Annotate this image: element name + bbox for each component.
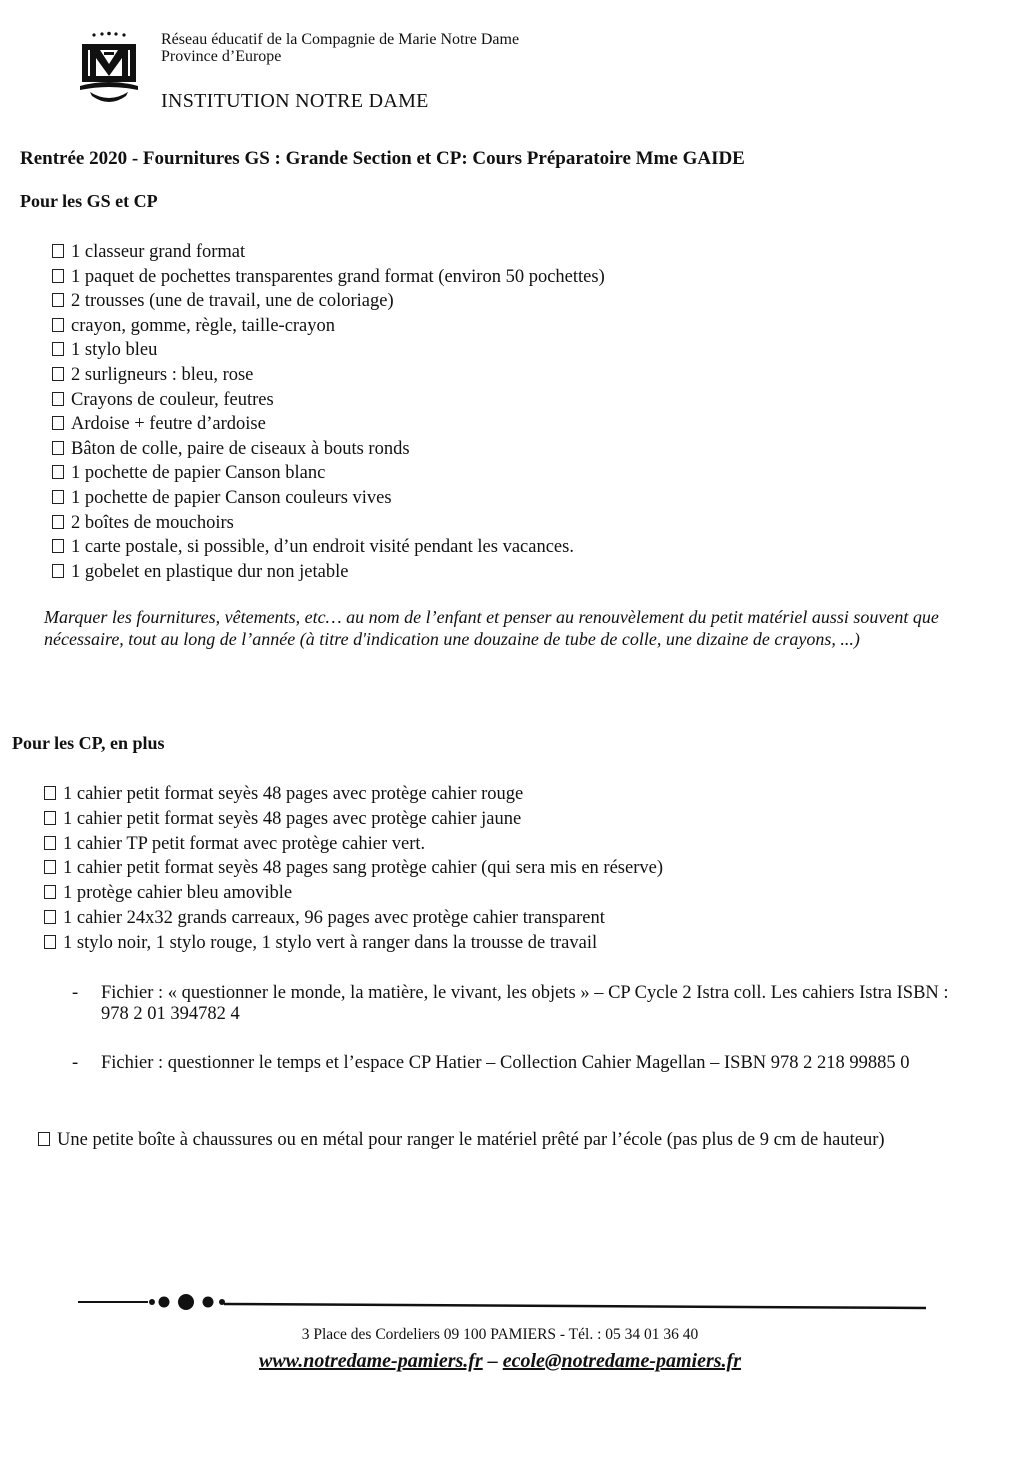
fichier-istra: Fichier : « questionner le monde, la matière, le vivant, les objets » – CP Cycle 2 Istra coll. Les cahiers Istra ISBN : 978 2 01 394782 4 [101,983,949,1024]
list-item: 1 cahier 24x32 grands carreaux, 96 pages avec protège cahier transparent [44,906,663,931]
checkbox[interactable] [38,1132,50,1146]
list-item: 1 cahier petit format seyès 48 pages avec protège cahier rouge [44,782,663,807]
checkbox[interactable] [52,490,64,504]
checkbox[interactable] [52,416,64,430]
checkbox[interactable] [52,515,64,529]
list-item: Bâton de colle, paire de ciseaux à bouts ronds [52,437,605,462]
checkbox[interactable] [44,910,56,924]
list-item: 1 carte postale, si possible, d’un endroit visité pendant les vacances. [52,535,605,560]
list-item: 1 cahier petit format seyès 48 pages avec protège cahier jaune [44,807,663,832]
checkbox[interactable] [44,935,56,949]
checkbox[interactable] [52,367,64,381]
list-item: 1 gobelet en plastique dur non jetable [52,560,605,585]
list-item: 2 surligneurs : bleu, rose [52,363,605,388]
footer-links [0,1350,1000,1373]
document-title: Rentrée 2020 - Fournitures GS : Grande Section et CP: Cours Préparatoire Mme GAIDE [20,148,745,169]
marking-note: Marquer les fournitures, vêtements, etc… au nom de l’enfant et penser au renouvèlement du petit matériel aussi souvent que nécessaire, tout au long de l’année (à titre d'indication une douzaine de tube de colle, une dizaine de crayons, ...) [44,607,939,649]
checkbox[interactable] [52,392,64,406]
list-item: Crayons de couleur, feutres [52,388,605,413]
checkbox[interactable] [44,860,56,874]
list-item: crayon, gomme, règle, taille-crayon [52,314,605,339]
checkbox[interactable] [44,885,56,899]
list-item: 2 trousses (une de travail, une de coloriage) [52,289,605,314]
supply-list-cp [44,782,663,956]
dash-bullet: - [72,1053,79,1073]
website-link[interactable]: www.notredame-pamiers.fr [259,1350,483,1372]
checkbox[interactable] [44,786,56,800]
network-line: Réseau éducatif de la Compagnie de Marie Notre Dame [161,31,520,48]
checkbox[interactable] [52,269,64,283]
list-item: 1 pochette de papier Canson couleurs vives [52,486,605,511]
checkbox[interactable] [52,441,64,455]
dash-bullet: - [72,983,79,1003]
checkbox[interactable] [44,836,56,850]
checkbox[interactable] [52,318,64,332]
institution-name: INSTITUTION NOTRE DAME [161,90,429,112]
section-heading-cp: Pour les CP, en plus [12,733,165,753]
footer-rule [78,1293,926,1315]
list-item: 1 cahier TP petit format avec protège cahier vert. [44,832,663,857]
section-heading-gs-cp: Pour les GS et CP [20,191,158,211]
footer-separator: – [487,1350,498,1372]
list-item: 1 stylo noir, 1 stylo rouge, 1 stylo vert à ranger dans la trousse de travail [44,931,663,956]
checkbox[interactable] [52,564,64,578]
list-item: 1 paquet de pochettes transparentes grand format (environ 50 pochettes) [52,265,605,290]
checkbox[interactable] [52,342,64,356]
list-item: 1 classeur grand format [52,240,605,265]
supply-list-gs-cp [52,240,605,584]
checkbox[interactable] [52,244,64,258]
school-logo [76,30,142,110]
email-link[interactable]: ecole@notredame-pamiers.fr [502,1350,741,1372]
list-item: 2 boîtes de mouchoirs [52,511,605,536]
checkbox[interactable] [44,811,56,825]
province-line: Province d’Europe [161,48,282,65]
list-item: 1 protège cahier bleu amovible [44,881,663,906]
footer-address: 3 Place des Cordeliers 09 100 PAMIERS - Tél. : 05 34 01 36 40 [301,1326,699,1343]
list-item: 1 stylo bleu [52,338,605,363]
list-item: Ardoise + feutre d’ardoise [52,412,605,437]
list-item: 1 cahier petit format seyès 48 pages sang protège cahier (qui sera mis en réserve) [44,856,663,881]
checkbox[interactable] [52,465,64,479]
checkbox[interactable] [52,539,64,553]
fichier-magellan: Fichier : questionner le temps et l’espace CP Hatier – Collection Cahier Magellan – ISBN 978 2 218 99885 0 [101,1053,910,1073]
list-item: 1 pochette de papier Canson blanc [52,461,605,486]
shoebox-item: Une petite boîte à chaussures ou en métal pour ranger le matériel prêté par l’école (pas plus de 9 cm de hauteur) [38,1130,973,1151]
checkbox[interactable] [52,293,64,307]
